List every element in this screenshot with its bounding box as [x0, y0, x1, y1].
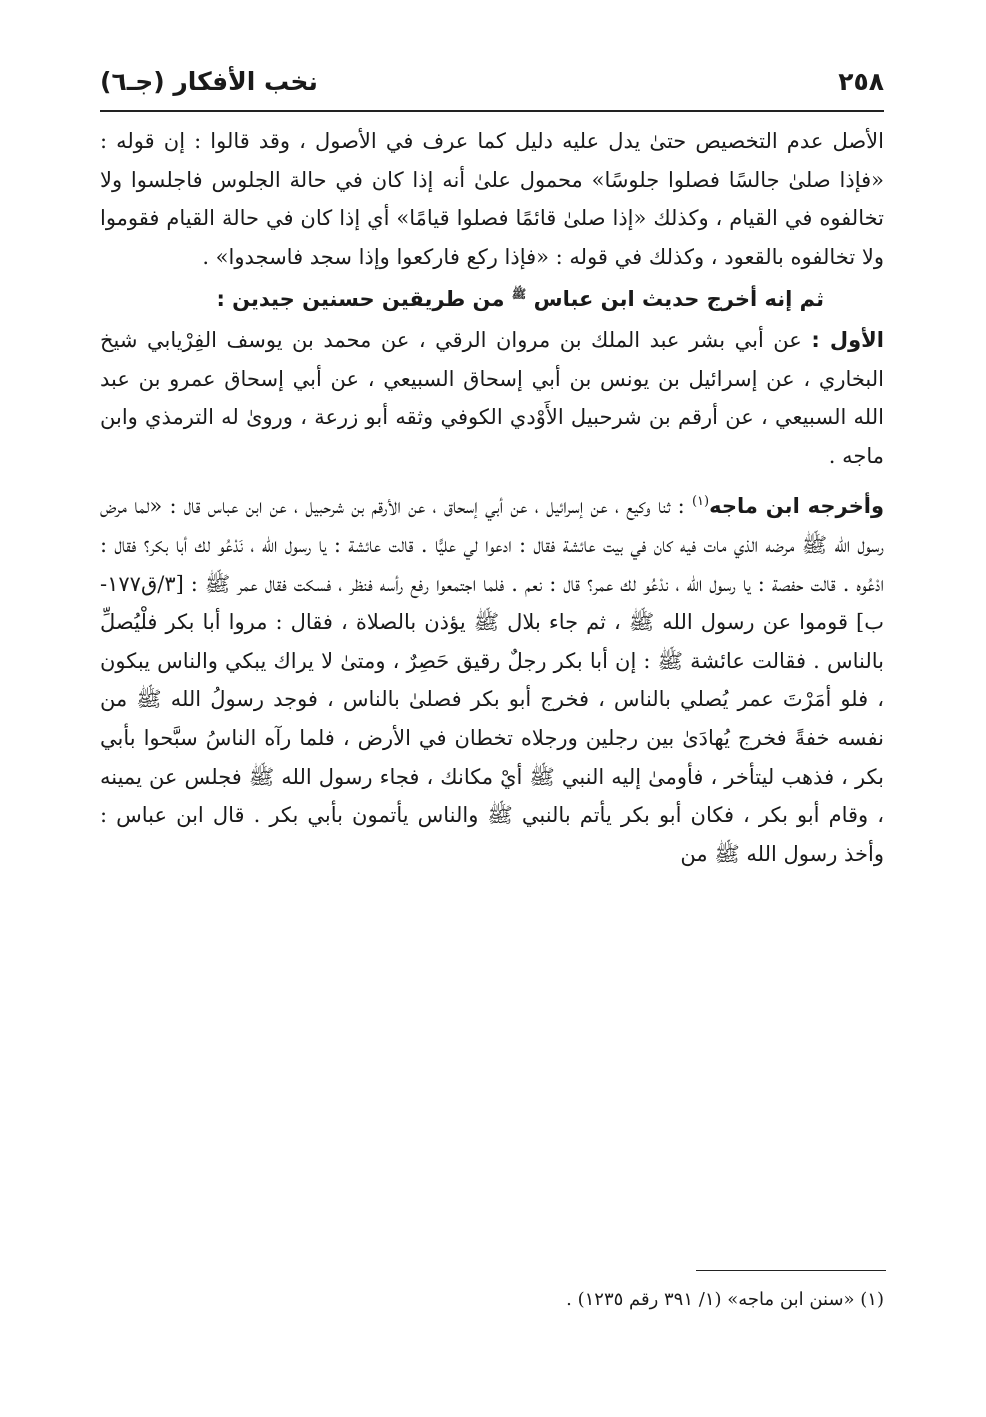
page-header: [100, 58, 884, 104]
footnote: (١) «سنن ابن ماجه» (١/ ٣٩١ رقم ١٢٣٥) .: [566, 1289, 884, 1310]
footnote-divider: [696, 1270, 886, 1271]
footnote-reference[interactable]: (١): [691, 494, 710, 510]
header-divider: [100, 110, 884, 112]
paragraph-first-text: عن أبي بشر عبد الملك بن مروان الرقي ، عن محمد بن يوسف الفِرْيابي شيخ البخاري ، عن إسرائيل بن يونس بن أبي إسحاق السبيعي ، عن أبي إسحاق عمرو بن عبد الله السبيعي ، عن أرقم بن شرحبيل الأَوْدي الكوفي وثقه أبو زرعة ، وروىٰ له الترمذي وابن ماجه .: [100, 327, 884, 468]
book-title: نخب الأفكار (جـ٦): [100, 66, 318, 96]
paragraph-first-lead: الأول :: [811, 327, 884, 352]
paragraph-first-chain: [100, 321, 884, 475]
paragraph-ibn-majah-text: : ثنا وكيع ، عن إسرائيل ، عن أبي إسحاق ، عن الأرقم بن شرحبيل ، عن ابن عباس قال : «لما مرض رسول الله ﷺ مرضه الذي مات فيه كان في بيت عائشة فقال : ادعوا لي عليًّا . قالت عائشة : يا رسول الله ، نَدْعُو لك أبا بكر؟ فقال : ادْعُوه . قالت حفصة : يا رسول الله ، ندْعُو لك عمر؟ قال : نعم . فلما اجتمعوا رفع رأسه فنظر ، فسكت فقال عمر ﷺ : [٣/ق١٧٧-ب] قوموا عن رسول الله ﷺ ، ثم جاء بلال ﷺ يؤذن بالصلاة ، فقال : مروا أبا بكر فلْيُصلِّ بالناس . فقالت عائشة ﷺ : إن أبا بكر رجلٌ رقيق حَصِرٌ ، ومتىٰ لا يراك يبكي والناس يبكون ، فلو أمَرْتَ عمر يُصلي بالناس ، فخرج أبو بكر فصلىٰ بالناس ، فوجد رسولُ الله ﷺ من نفسه خفةً فخرج يُهادَىٰ بين رجلين ورجلاه تخطان في الأرض ، فلما رآه الناسُ سبَّحوا بأبي بكر ، فذهب ليتأخر ، فأومىٰ إليه النبي ﷺ أيْ مكانك ، فجاء رسول الله ﷺ فجلس عن يمينه ، وقام أبو بكر ، فكان أبو بكر يأتم بالنبي ﷺ والناس يأتمون بأبي بكر . قال ابن عباس : وأخذ رسول الله ﷺ من: [100, 494, 884, 866]
main-text: [100, 122, 884, 873]
section-heading: [100, 280, 884, 319]
paragraph-ibn-majah-lead: وأخرجه ابن ماجه: [709, 494, 885, 519]
page-number: ٢٥٨: [838, 66, 884, 96]
section-heading-part-1: ثم إنه أخرج حديث ابن عباس: [533, 287, 824, 312]
paragraph-ibn-majah: [100, 487, 884, 873]
honorific-mark: ﷺ: [511, 287, 527, 302]
section-heading-part-2: من طريقين حسنين جيدين :: [216, 287, 505, 312]
paragraph-intro: الأصل عدم التخصيص حتىٰ يدل عليه دليل كما عرف في الأصول ، وقد قالوا : إن قوله : «فإذا صلىٰ جالسًا فصلوا جلوسًا» محمول علىٰ أنه إذا كان في حالة الجلوس فاجلسوا ولا تخالفوه في القيام ، وكذلك «إذا صلىٰ قائمًا فصلوا قيامًا» أي إذا كان في حالة القيام فقوموا ولا تخالفوه بالقعود ، وكذلك في قوله : «فإذا ركع فاركعوا وإذا سجد فاسجدوا» .: [100, 129, 884, 269]
